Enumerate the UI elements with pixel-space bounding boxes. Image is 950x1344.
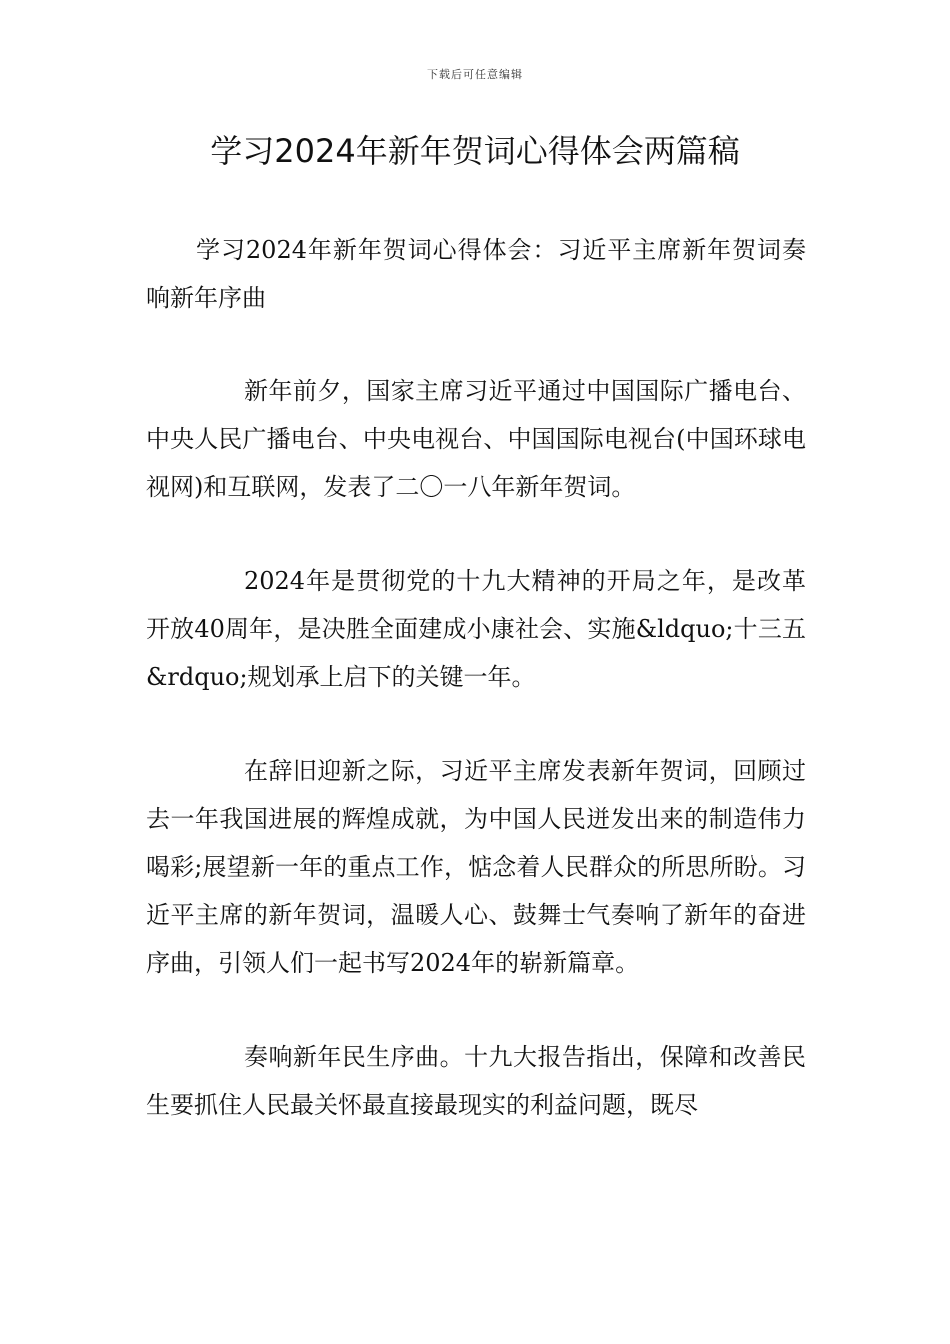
subtitle: 学习2024年新年贺词心得体会：习近平主席新年贺词奏响新年序曲: [146, 236, 806, 312]
document-title: 学习2024年新年贺词心得体会两篇稿: [210, 132, 740, 170]
paragraph: 新年前夕，国家主席习近平通过中国国际广播电台、中央人民广播电台、中央电视台、中国国际电视台(中国环球电视网)和互联网，发表了二〇一八年新年贺词。: [146, 377, 806, 501]
paragraph: 在辞旧迎新之际，习近平主席发表新年贺词，回顾过去一年我国进展的辉煌成就，为中国人民迸发出来的制造伟力喝彩;展望新一年的重点工作，惦念着人民群众的所思所盼。习近平主席的新年贺词，温暖人心、鼓舞士气奏响了新年的奋进序曲，引领人们一起书写2024年的崭新篇章。: [146, 757, 806, 977]
paragraph: 奏响新年民生序曲。十九大报告指出，保障和改善民生要抓住人民最关怀最直接最现实的利益问题，既尽: [146, 1043, 806, 1119]
header-note: 下载后可任意编辑: [427, 68, 523, 81]
paragraph: 2024年是贯彻党的十九大精神的开局之年，是改革开放40周年，是决胜全面建成小康社会、实施&ldquo;十三五&rdquo;规划承上启下的关键一年。: [146, 567, 806, 691]
document-body: [146, 226, 806, 1175]
